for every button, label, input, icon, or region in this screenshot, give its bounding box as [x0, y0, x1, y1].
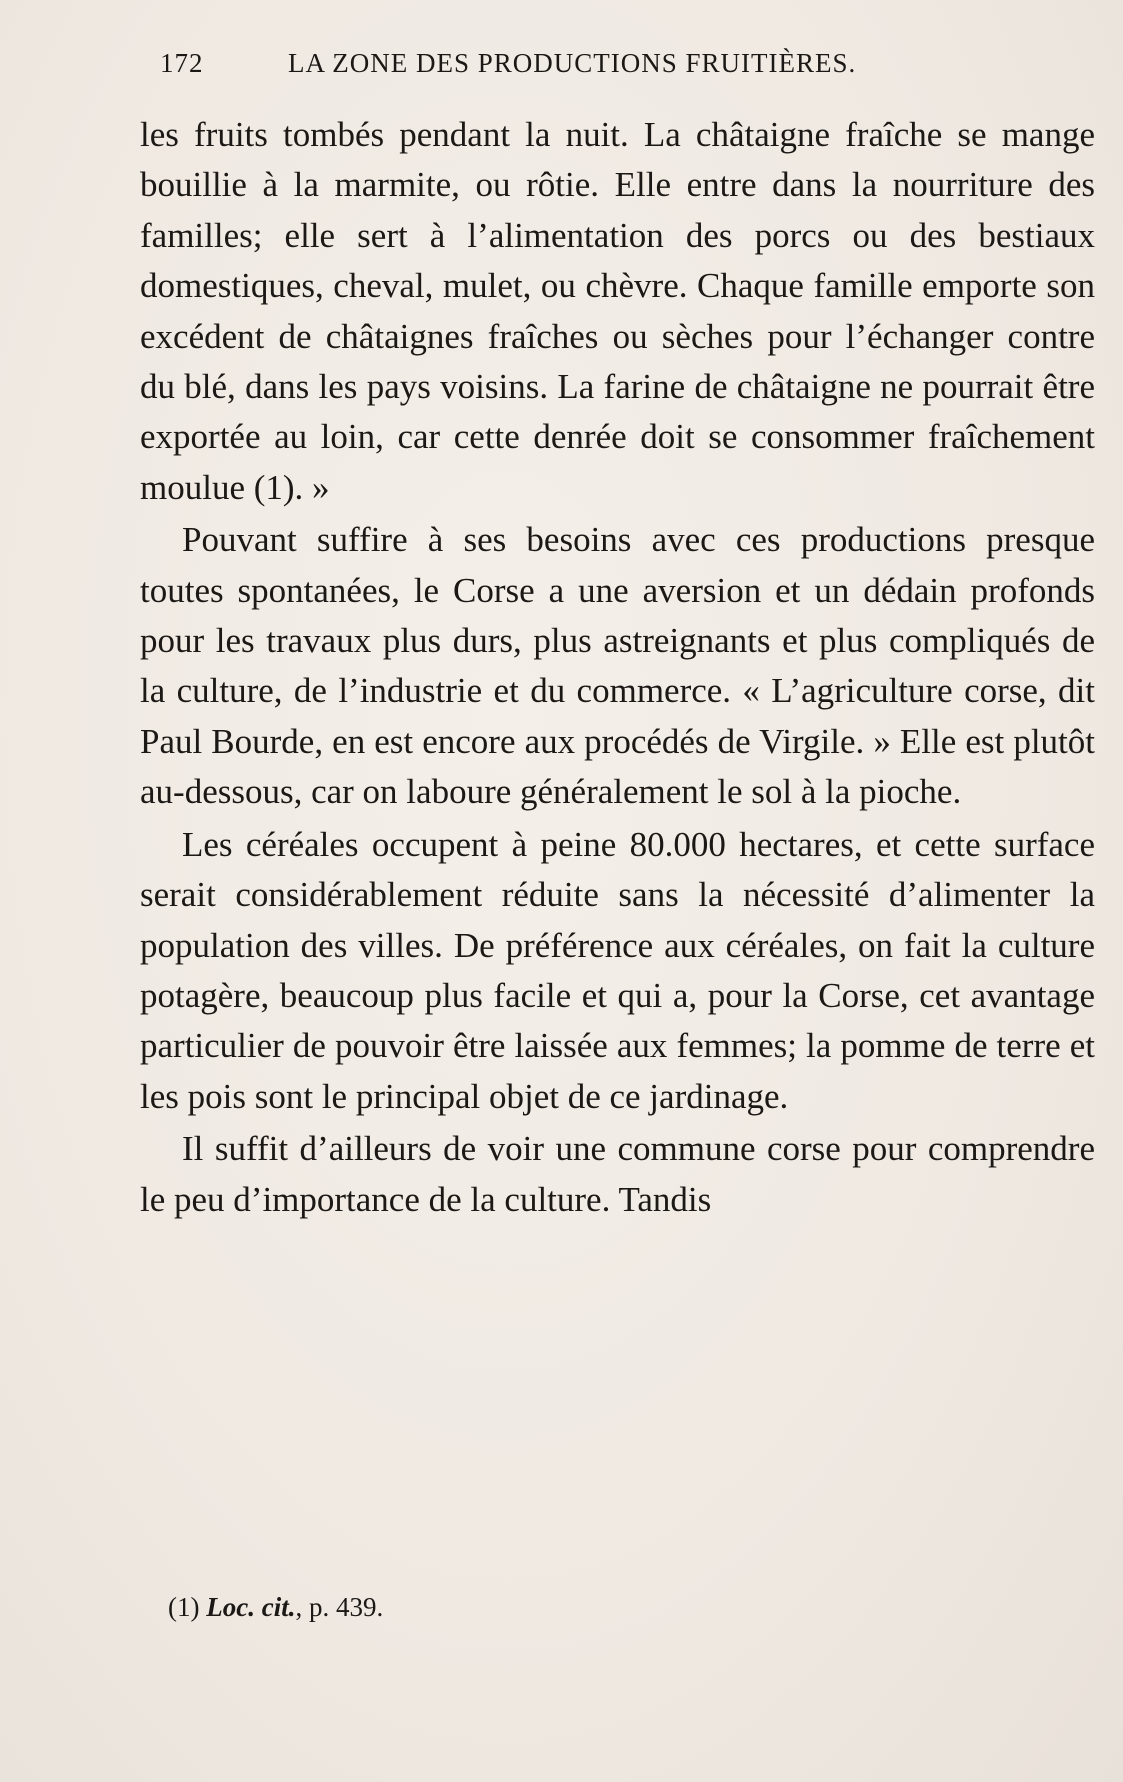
running-header	[160, 42, 980, 86]
footnote-marker: (1)	[168, 1592, 200, 1622]
paragraph-continued: les fruits tombés pendant la nuit. La châtaigne fraîche se mange bouillie à la marmite, ou rôtie. Elle entre dans la nourriture des familles; elle sert à l’alimentation des porcs ou des bestiaux domestiques, cheval, mulet, ou chèvre. Chaque famille emporte son excédent de châtaignes fraîches ou sèches pour l’échanger contre du blé, dans les pays voisins. La farine de châtaigne ne pourrait être exportée au loin, car cette denrée doit se consommer fraîchement moulue (1). »	[140, 115, 1095, 507]
body-text	[140, 110, 1095, 1227]
running-title: LA ZONE DES PRODUCTIONS FRUITIÈRES.	[288, 48, 857, 78]
paragraph: Il suffit d’ailleurs de voir une commune corse pour comprendre le peu d’importance de la culture. Tandis	[140, 1129, 1095, 1219]
paragraph: Les céréales occupent à peine 80.000 hectares, et cette surface serait considérablement réduite sans la nécessité d’alimenter la population des villes. De préférence aux céréales, on fait la culture potagère, beaucoup plus facile et qui a, pour la Corse, cet avantage particulier de pouvoir être laissée aux femmes; la pomme de terre et les pois sont le principal objet de ce jardinage.	[140, 824, 1095, 1116]
footnote-page: , p. 439.	[295, 1592, 384, 1622]
paragraph: Pouvant suffire à ses besoins avec ces productions presque toutes spontanées, le Corse a une aversion et un dédain profonds pour les travaux plus durs, plus astreignants et plus compliqués de la culture, de l’industrie et du commerce. « L’agriculture corse, dit Paul Bourde, en est encore aux procédés de Virgile. » Elle est plutôt au-dessous, car on laboure généralement le sol à la pioche.	[140, 520, 1095, 812]
footnote	[168, 1592, 383, 1623]
footnote-reference: Loc. cit.	[206, 1592, 296, 1622]
page-number: 172	[160, 48, 204, 78]
